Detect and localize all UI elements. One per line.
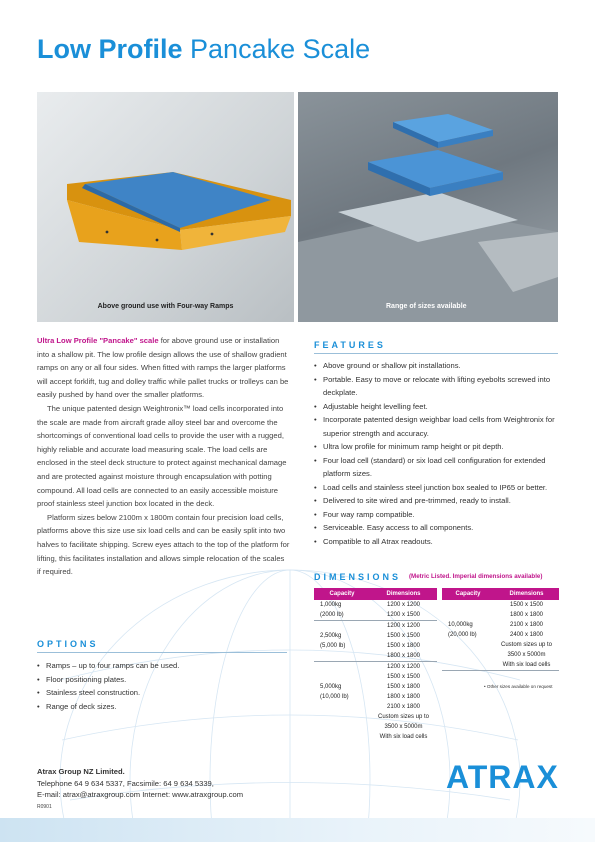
intro-paragraph-1: for above ground use or installation into a shallow pit. The low profile design allows the use of shallow gradient ramps on any or all four sides. When fitted with ramps the larger platforms will accept forklift, tug and dolley traffic while pallet trucks or trolleys can be easily pushed by hand over the smaller platforms. [37, 336, 289, 400]
feature-item: • Ultra low profile for minimum ramp height or pit depth. [314, 440, 564, 454]
dimensions-header: Dimensions [494, 588, 559, 600]
table-row [442, 650, 559, 660]
feature-item: • Load cells and stainless steel junction box sealed to IP65 or better. [314, 481, 564, 495]
contact-email-web: E-mail: atrax@atraxgroup.com Internet: www.atraxgroup.com [37, 790, 244, 799]
options-list [37, 659, 287, 713]
features-heading: FEATURES [314, 340, 386, 350]
atrax-logo: ATRAX [446, 759, 559, 795]
capacity-header: Capacity [314, 588, 370, 600]
dimension-cell: 1500 x 1500 [386, 674, 421, 680]
dimension-cell: 1500 x 1500 [386, 633, 421, 639]
capacity-cell: (20,000 lb) [448, 632, 477, 638]
table-row [442, 600, 559, 610]
option-item: • Stainless steel construction. [37, 686, 287, 700]
feature-item: • Compatible to all Atrax readouts. [314, 535, 564, 549]
feature-item: • Adjustable height levelling feet. [314, 400, 564, 414]
capacity-header: Capacity [442, 588, 494, 600]
dimension-cell: 1800 x 1800 [386, 694, 421, 700]
capacity-cell: (2000 lb) [314, 610, 370, 621]
photo-above-ground-scale [37, 92, 294, 322]
scale-with-ramps-illustration [37, 92, 294, 322]
dimensions-header: Dimensions [370, 588, 437, 600]
dimension-cell: With six load cells [494, 660, 559, 671]
table-row [314, 662, 437, 673]
table-row [442, 610, 559, 620]
features-rule [314, 353, 558, 354]
contact-phone: Telephone 64 9 634 5337, Facsimile: 64 9 634 5339, [37, 779, 214, 788]
dimension-cell: With six load cells [379, 734, 428, 740]
option-item: • Floor positioning plates. [37, 673, 287, 687]
intro-lead: Ultra Low Profile "Pancake" scale [37, 336, 159, 345]
capacity-cell: 1,000kg [320, 602, 342, 608]
dimensions-table-left [314, 588, 437, 742]
table-row [314, 651, 437, 662]
table-row [314, 631, 437, 641]
dimension-cell: 2400 x 1800 [509, 632, 544, 638]
table-row [314, 702, 437, 712]
dimensions-note: (Metric Listed. Imperial dimensions available) [409, 573, 543, 580]
table-row [314, 600, 437, 610]
intro-paragraph-2: The unique patented design Weightronix™ load cells incorporated into the scale are made from aircraft grade alloy steel bar and overcome the shortcomings of conventional load cells to provide the user with a rugged, highly reliable and accurate load measuring scale. The load cells are enclosed in the steel deck structure to protect against mechanical damage and are protected against moisture through encapsulation with potting compound. All load cells are connected to an easily accessible moisture proof stainless steel junction box located in the deck. [37, 403, 287, 509]
capacity-cell: 10,000kg [448, 622, 473, 628]
table-row [442, 630, 559, 640]
dimension-cell: 1200 x 1200 [386, 623, 421, 629]
page-title: Low Profile Pancake Scale [37, 34, 371, 64]
intro-paragraph-3: Platform sizes below 2100m x 1800m contain four precision load cells, platforms above this size use six load cells and can be easily split into two halves to facilitate shipping. Screw eyes attach to the top of the platform for lifting, this facilitates installation and allows simple relocation of the scales if required. [37, 512, 290, 577]
option-item: • Ramps – up to four ramps can be used. [37, 659, 287, 673]
capacity-cell: 2,500kg [320, 633, 342, 639]
company-name: Atrax Group NZ Limited. [37, 767, 125, 776]
options-heading: OPTIONS [37, 639, 99, 649]
dimension-cell: 1500 x 1800 [386, 643, 421, 649]
dimension-cell: 3500 x 5000m [507, 652, 546, 658]
table-row [314, 722, 437, 732]
dimension-cell: 1200 x 1500 [370, 610, 437, 621]
table-row [314, 672, 437, 682]
stacked-scales-illustration [298, 92, 558, 322]
table-row [442, 640, 559, 650]
dimension-cell: 1200 x 1200 [386, 602, 421, 608]
table-row [442, 620, 559, 630]
bottom-band [0, 818, 595, 842]
table-row [314, 682, 437, 692]
table-row [314, 621, 437, 632]
right-photo-caption: Range of sizes available [386, 303, 467, 310]
table-row [314, 641, 437, 651]
dimension-cell: 3500 x 5000m [384, 724, 423, 730]
options-rule [37, 652, 287, 653]
photo-range-of-sizes [298, 92, 558, 322]
dimensions-footnote: • Other sizes available on request [484, 684, 553, 689]
left-photo-caption: Above ground use with Four-way Ramps [97, 303, 234, 310]
option-item: • Range of deck sizes. [37, 700, 287, 714]
table-row [442, 660, 559, 671]
dimension-cell: 1200 x 1200 [386, 664, 421, 670]
capacity-cell: (10,000 lb) [320, 694, 349, 700]
table-row [314, 732, 437, 742]
dimensions-heading: DIMENSIONS [314, 572, 402, 582]
feature-item: • Above ground or shallow pit installations. [314, 359, 564, 373]
dimension-cell: 1800 x 1800 [509, 612, 544, 618]
feature-item: • Four load cell (standard) or six load cell configuration for extended platform sizes. [314, 454, 564, 481]
dimension-cell: 2100 x 1800 [509, 622, 544, 628]
intro-text [37, 334, 290, 579]
table-row [314, 610, 437, 621]
table-row [314, 712, 437, 722]
capacity-cell: 5,000kg [320, 684, 342, 690]
dimension-cell: 2100 x 1800 [386, 704, 421, 710]
feature-item: • Delivered to site wired and pre-trimmed, ready to install. [314, 494, 564, 508]
feature-item: • Serviceable. Easy access to all components. [314, 521, 564, 535]
features-list [314, 359, 564, 548]
capacity-cell: (5,000 lb) [320, 643, 346, 649]
dimension-cell: Custom sizes up to [500, 642, 553, 648]
document-code: R0901 [37, 804, 52, 810]
dimension-cell: Custom sizes up to [377, 714, 430, 720]
feature-item: • Four way ramp compatible. [314, 508, 564, 522]
dimensions-table-right [442, 588, 559, 671]
dimension-cell: 1800 x 1800 [370, 651, 437, 662]
dimension-cell: 1500 x 1800 [386, 684, 421, 690]
table-row [314, 692, 437, 702]
dimension-cell: 1500 x 1500 [509, 602, 544, 608]
feature-item: • Portable. Easy to move or relocate with lifting eyebolts screwed into deckplate. [314, 373, 564, 400]
feature-item: • Incorporate patented design weighbar load cells from Weightronix for superior strength and accuracy. [314, 413, 564, 440]
